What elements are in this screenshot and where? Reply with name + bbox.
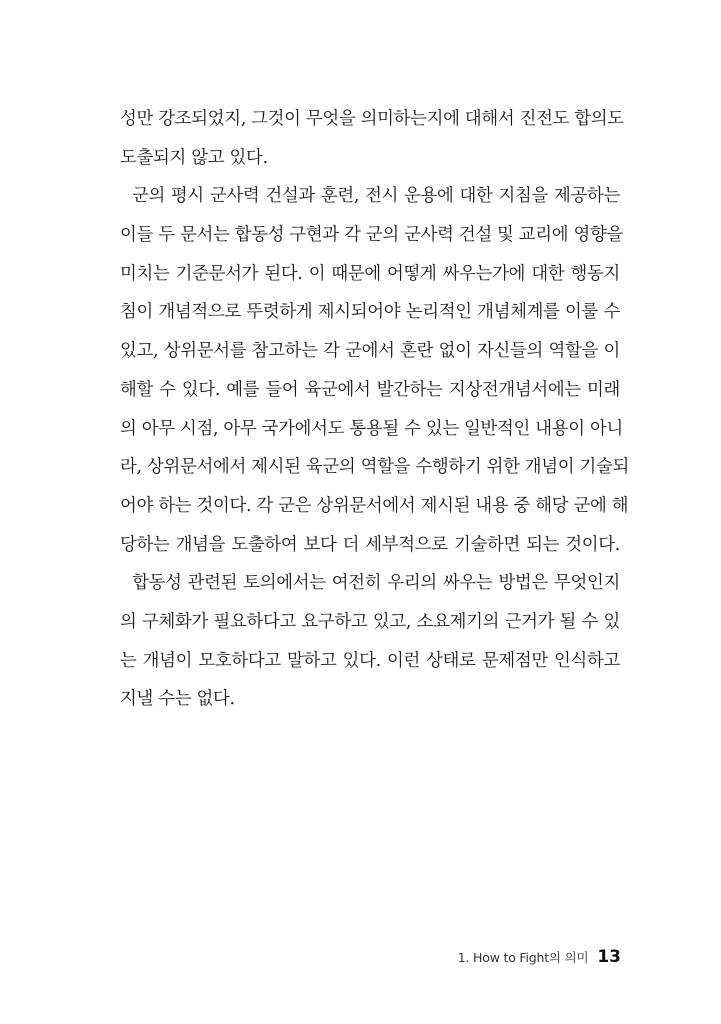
text-line: 합동성 관련된 토의에서는 여전히 우리의 싸우는 방법은 무엇인지	[120, 573, 620, 594]
body-text	[120, 100, 630, 719]
text-line: 어야 하는 것이다. 각 군은 상위문서에서 제시된 내용 중 해당 군에 해	[120, 495, 629, 516]
text-line: 군의 평시 군사력 건설과 훈련, 전시 운용에 대한 지침을 제공하는	[120, 186, 620, 207]
text-line: 당하는 개념을 도출하여 보다 더 세부적으로 기술하면 되는 것이다.	[120, 534, 620, 555]
text-line: 성만 강조되었지, 그것이 무엇을 의미하는지에 대해서 진전도 합의도	[120, 109, 624, 129]
text-line: 지낼 수는 없다.	[120, 689, 235, 710]
text-line: 해할 수 있다. 예를 들어 육군에서 발간하는 지상전개념서에는 미래	[120, 379, 620, 400]
running-head: 1. How to Fight의 의미	[457, 950, 589, 965]
text-line: 있고, 상위문서를 참고하는 각 군에서 혼란 없이 자신들의 역할을 이	[120, 341, 620, 362]
text-line: 라, 상위문서에서 제시된 육군의 역할을 수행하기 위한 개념이 기술되	[120, 457, 630, 478]
text-line: 도출되지 않고 있다.	[120, 147, 268, 168]
text-line: 의 아무 시점, 아무 국가에서도 통용될 수 있는 일반적인 내용이 아니	[120, 418, 623, 439]
text-line: 의 구체화가 필요하다고 요구하고 있고, 소요제기의 근거가 될 수 있	[120, 611, 620, 632]
page-footer	[458, 945, 621, 969]
text-line: 이들 두 문서는 합동성 구현과 각 군의 군사력 건설 및 교리에 영향을	[120, 225, 623, 246]
text-line: 미치는 기준문서가 된다. 이 때문에 어떻게 싸우는가에 대한 행동지	[120, 263, 620, 284]
page-number: 13	[597, 947, 621, 967]
text-line: 침이 개념적으로 뚜렷하게 제시되어야 논리적인 개념체계를 이룰 수	[120, 302, 620, 323]
text-line: 는 개념이 모호하다고 말하고 있다. 이런 상태로 문제점만 인식하고	[120, 650, 620, 671]
